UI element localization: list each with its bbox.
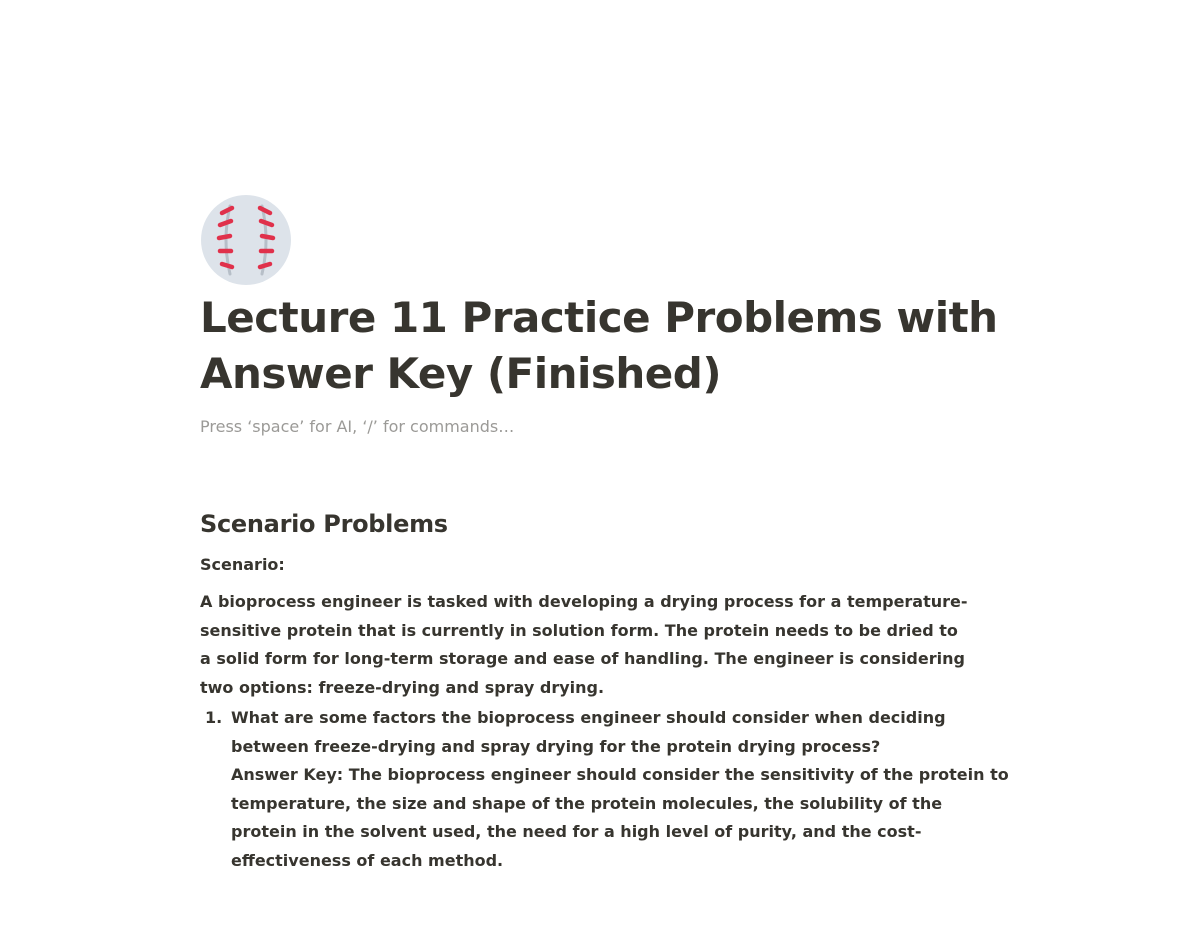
scenario-label[interactable]: Scenario: xyxy=(200,555,285,574)
answer-block xyxy=(231,761,1010,875)
ball-body xyxy=(201,195,291,285)
list-number: 1. xyxy=(205,708,223,727)
section-heading[interactable]: Scenario Problems xyxy=(200,510,448,538)
page-title[interactable]: Lecture 11 Practice Problems with Answer Key (Finished) xyxy=(200,293,998,398)
answer-text: The bioprocess engineer should consider the sensitivity of the protein to temperature, the size and shape of the protein molecules, the solubility of the protein in the solvent used, the need for a high level of purity, and the cost-effectiveness of each method. xyxy=(231,765,1009,870)
list-item[interactable] xyxy=(200,704,1010,875)
empty-block-placeholder[interactable]: Press ‘space’ for AI, ‘/’ for commands… xyxy=(200,417,515,436)
question-text: What are some factors the bioprocess engineer should consider when deciding between freeze-drying and spray drying for the protein drying process? xyxy=(231,708,946,756)
baseball-icon-graphic xyxy=(200,194,292,286)
scenario-paragraph[interactable]: A bioprocess engineer is tasked with developing a drying process for a temperature-sensitive protein that is currently in solution form. The protein needs to be dried to a solid form for long-term storage and ease of handling. The engineer is considering two options: freeze-drying and spray drying. xyxy=(200,592,968,697)
baseball-icon[interactable] xyxy=(200,194,292,286)
question-list xyxy=(200,704,1010,875)
answer-label: Answer Key: xyxy=(231,765,344,784)
